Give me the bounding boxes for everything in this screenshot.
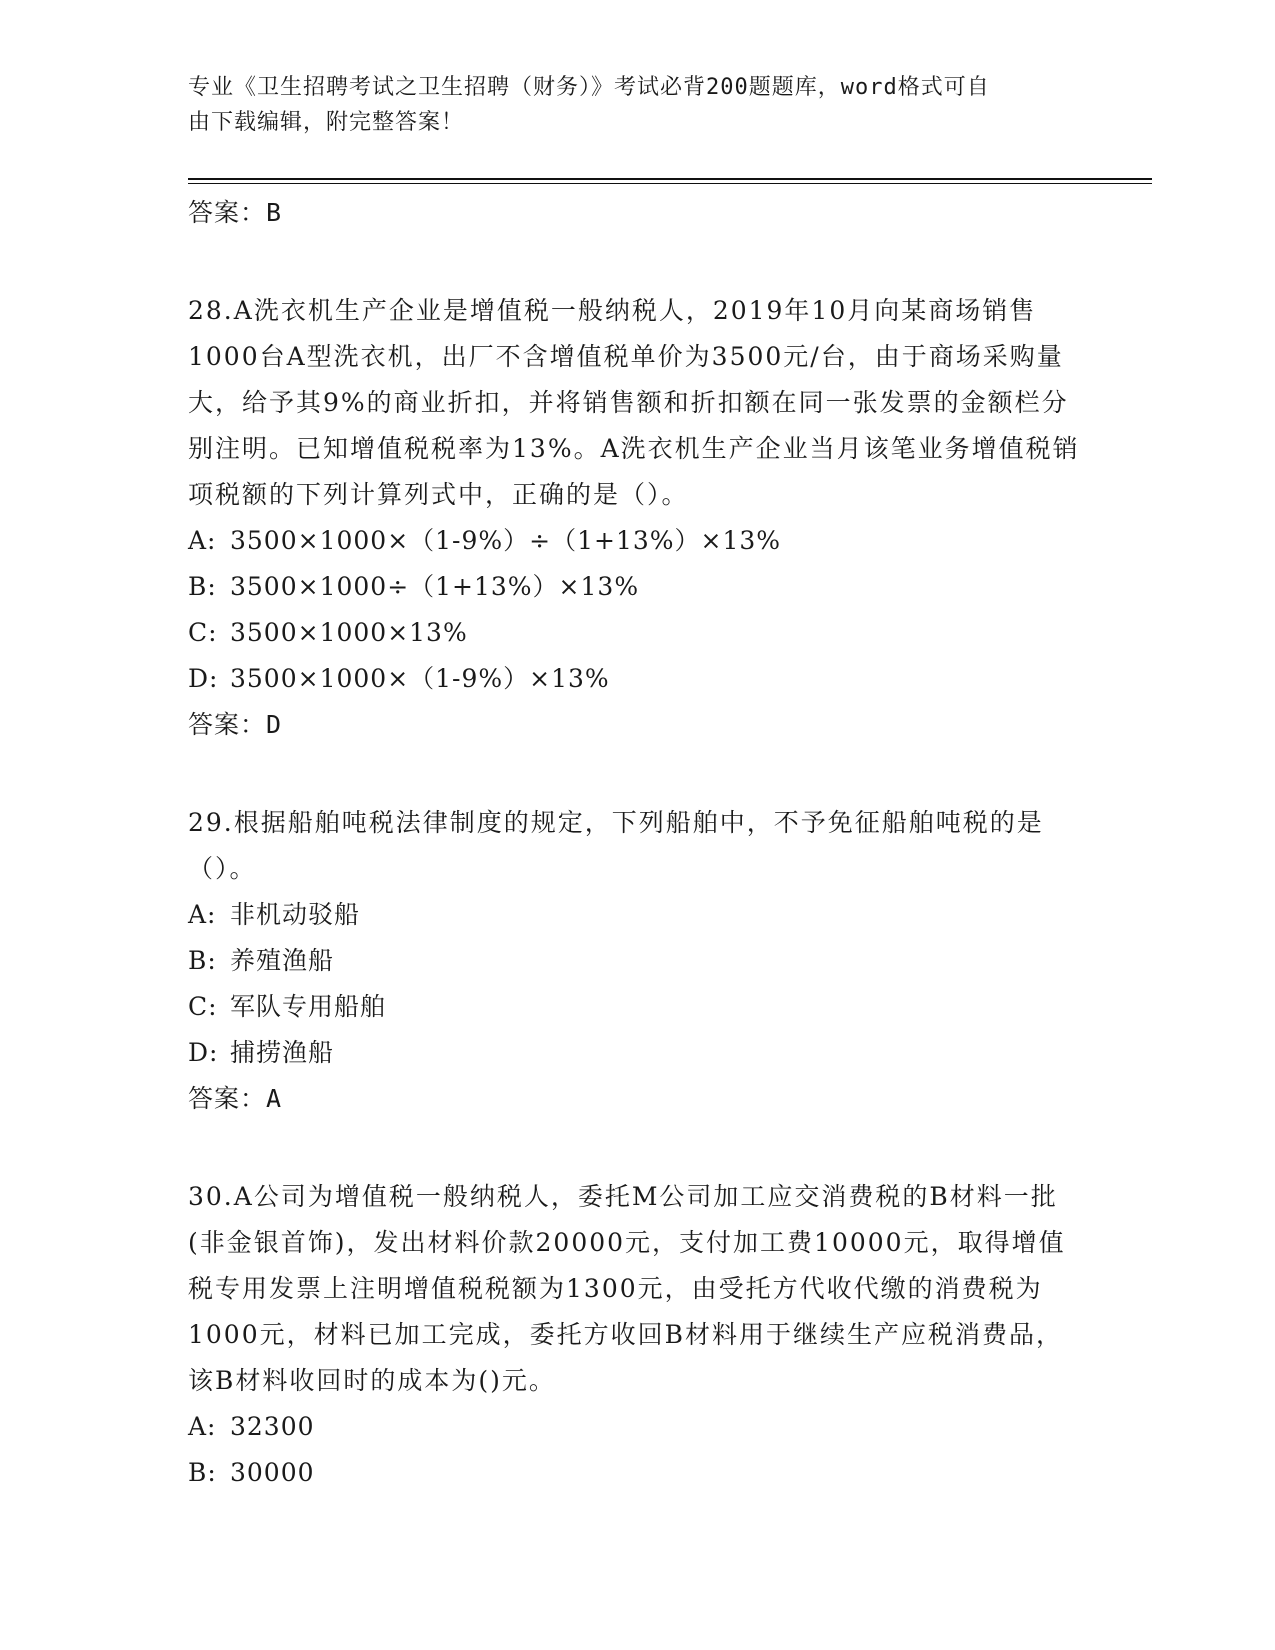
option-label: B: [188, 572, 217, 601]
option-d [188, 1030, 1088, 1076]
option-a [188, 1404, 1088, 1450]
option-label: D: [188, 1038, 219, 1067]
answer: 答案：A [188, 1084, 283, 1113]
answer-previous: 答案：B [188, 198, 283, 227]
option-d [188, 656, 1088, 702]
option-b [188, 564, 1088, 610]
option-a [188, 518, 1088, 564]
answer: 答案：D [188, 710, 283, 739]
option-label: C: [188, 618, 218, 647]
option-text: 32300 [230, 1412, 315, 1441]
option-text: 养殖渔船 [230, 946, 335, 975]
question-stem: 29.根据船舶吨税法律制度的规定，下列船舶中，不予免征船舶吨税的是（）。 [188, 808, 1044, 883]
option-text: 3500×1000×13% [230, 618, 468, 647]
header-line-1: 专业《卫生招聘考试之卫生招聘（财务）》考试必背200题题库，word格式可自 [188, 75, 990, 100]
option-b [188, 938, 1088, 984]
header-rule-thin [188, 183, 1152, 184]
question-30 [188, 1174, 1088, 1496]
option-text: 3500×1000×（1-9%）÷（1+13%）×13% [230, 526, 782, 555]
option-label: B: [188, 946, 217, 975]
option-label: A: [188, 1412, 217, 1441]
option-label: B: [188, 1458, 217, 1487]
option-label: A: [188, 900, 217, 929]
question-stem: 30.A公司为增值税一般纳税人，委托M公司加工应交消费税的B材料一批(非金银首饰)，发出材料价款20000元，支付加工费10000元，取得增值税专用发票上注明增值税税额为1300元，由受托方代收代缴的消费税为1000元，材料已加工完成，委托方收回B材料用于继续生产应税消费品，该B材料收回时的成本为()元。 [188, 1182, 1066, 1395]
option-text: 3500×1000×（1-9%）×13% [230, 664, 610, 693]
option-text: 非机动驳船 [230, 900, 361, 929]
question-28 [188, 288, 1088, 748]
option-label: C: [188, 992, 218, 1021]
header-line-2: 由下载编辑，附完整答案！ [188, 110, 465, 135]
option-a [188, 892, 1088, 938]
option-label: A: [188, 526, 217, 555]
option-c [188, 610, 1088, 656]
question-stem: 28.A洗衣机生产企业是增值税一般纳税人，2019年10月向某商场销售1000台A型洗衣机，出厂不含增值税单价为3500元/台，由于商场采购量大，给予其9%的商业折扣，并将销售额和折扣额在同一张发票的金额栏分别注明。已知增值税税率为13%。A洗衣机生产企业当月该笔业务增值税销项税额的下列计算列式中，正确的是（）。 [188, 296, 1080, 509]
option-label: D: [188, 664, 219, 693]
document-body [188, 188, 1088, 1496]
option-b [188, 1450, 1088, 1496]
question-29 [188, 800, 1088, 1122]
header-rule-thick [188, 178, 1152, 180]
option-text: 捕捞渔船 [230, 1038, 335, 1067]
option-c [188, 984, 1088, 1030]
option-text: 3500×1000÷（1+13%）×13% [230, 572, 640, 601]
page-header [188, 70, 1068, 140]
option-text: 30000 [230, 1458, 315, 1487]
option-text: 军队专用船舶 [230, 992, 387, 1021]
